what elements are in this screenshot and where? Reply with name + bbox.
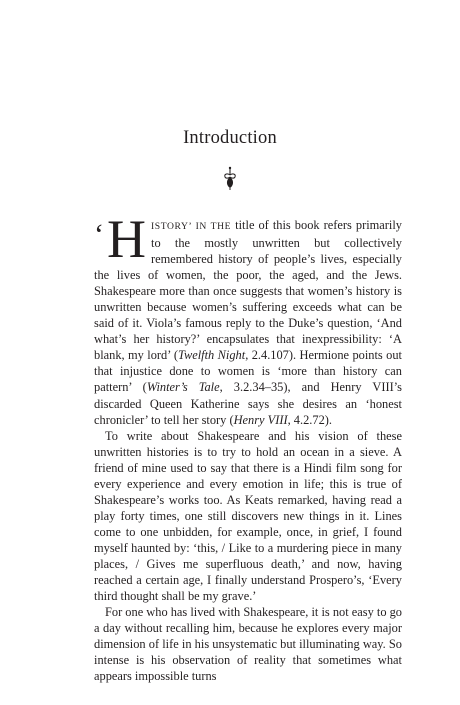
text-run: To write about Shakespeare and his vision of these unwritten histories is to try to hold an ocean in a sieve. A friend of mine used to say that there is a Hindi film song for every experience and every emotion in life; this is true of Shakespeare’s works too. As Keats remarked, having read a play forty times, one still discovers new things in it. Lines come to one unbidden, for example, once, in grief, I found myself haunted by: ‘this, / Like to a murdering piece in many places, / Gives me superfluous death,’ and now, having reached a certain age, I finally understand Prospero’s, ‘Every third thought shall be my grave.’ [94, 428, 402, 604]
paragraph [94, 209, 402, 428]
paragraph [94, 428, 402, 605]
text-run: , 2.4.107). Hermione points out that injustice done to women is ‘more than history can pattern’ ( [94, 348, 402, 395]
drop-cap-quote: ‘ [94, 218, 104, 251]
paragraph [94, 604, 402, 684]
small-caps-lead: ISTORY’ IN THE [151, 221, 232, 232]
drop-cap [94, 209, 146, 269]
text-run: For one who has lived with Shakespeare, it is not easy to go a day without recalling him, because he explores every major dimension of life in his unsystematic but illuminating way. So intense is his observation of reality that sometimes what appears impossible turns [94, 605, 402, 684]
italic-title: Winter’s Tale [146, 380, 220, 395]
text-run: , 4.2.72). [287, 412, 332, 427]
body-text [94, 209, 402, 684]
italic-title: Henry VIII [233, 412, 288, 427]
chapter-heading: Introduction [183, 128, 277, 148]
text-run: title of this book refers primarily to the mostly unwritten but collectively remembered history of people’s lives, especially the lives of women, the poor, the aged, and the Jews. Shakespeare more than once suggests that women’s history is unwritten because women’s suffering exceeds what can be said of it. Viola’s famous reply to the Duke’s question, ‘And what’s her history?’ encapsulates that inexpressibility: ‘A blank, my lord’ ( [94, 218, 402, 363]
drop-cap-letter: H [107, 209, 146, 269]
italic-title: Twelfth Night [177, 348, 246, 363]
text-run: , 3.2.34–35), and Henry VIII’s discarded Queen Katherine says she desires an ‘honest chronicler’ to tell her story ( [94, 380, 402, 427]
fleuron-ornament-icon [221, 166, 239, 192]
